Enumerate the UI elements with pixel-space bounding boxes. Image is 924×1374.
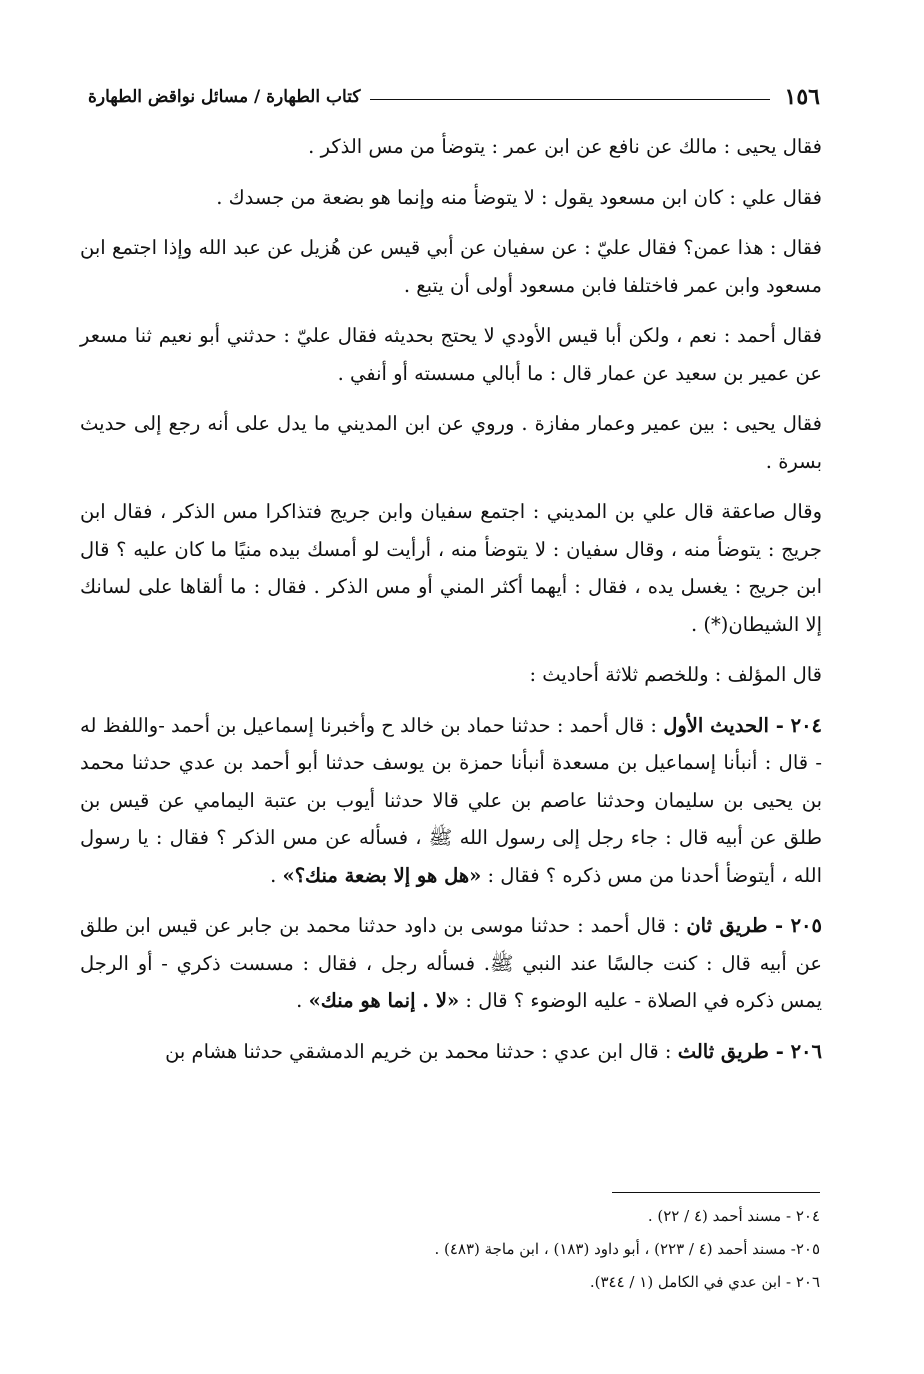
running-title: كتاب الطهارة / مسائل نواقض الطهارة <box>88 87 361 107</box>
paragraph: وقال صاعقة قال علي بن المديني : اجتمع سفيان وابن جريج فتذاكرا مس الذكر ، فقال ابن جريج : يتوضأ منه ، وقال سفيان : لا يتوضأ منه ، أرأيت لو أمسك بيده منيًا ما كان عليه ؟ قال ابن جريج : يغسل يده ، فقال : أيهما أكثر المني أو مس الذكر . فقال : ما ألقاها على لسانك إلا الشيطان(*) . <box>80 500 822 636</box>
hadith-heading: ٢٠٦ - طريق ثالث <box>677 1039 822 1063</box>
hadith-205 <box>80 907 822 1020</box>
hadith-text: : قال ابن عدي : حدثنا محمد بن خريم الدمشقي حدثنا هشام بن <box>165 1039 672 1063</box>
hadith-quote: «هل هو إلا بضعة منك؟» <box>282 863 482 887</box>
hadith-tail: . <box>296 989 303 1012</box>
hadith-text: : قال أحمد : حدثنا حماد بن خالد ح وأخبرنا إسماعيل بن أحمد -واللفظ له - قال : أنبأنا إسماعيل بن مسعدة أنبأنا حمزة بن يوسف حدثنا أبو أحمد بن عدي حدثنا محمد بن يحيى بن سليمان وحدثنا عاصم بن علي قالا حدثنا أيوب بن عتبة اليمامي عن قيس بن طلق عن أبيه قال : جاء رجل إلى رسول الله ﷺ ، فسأله عن مس الذكر ؟ فقال : يا رسول الله ، أيتوضأ أحدنا من مس ذكره ؟ فقال : <box>80 713 822 887</box>
paragraph: فقال : هذا عمن؟ فقال عليّ : عن سفيان عن أبي قيس عن هُزيل عن عبد الله وإذا اجتمع ابن مسعود وابن عمر فاختلفا فابن مسعود أولى أن يتبع . <box>80 236 822 297</box>
footnote: ٢٠٥- مسند أحمد (٤ / ٢٢٣) ، أبو داود (١٨٣) ، ابن ماجة (٤٨٣) . <box>434 1240 820 1258</box>
paragraph: فقال يحيى : مالك عن نافع عن ابن عمر : يتوضأ من مس الذكر . <box>308 135 822 158</box>
paragraph: فقال أحمد : نعم ، ولكن أبا قيس الأودي لا يحتج بحديثه فقال عليّ : حدثني أبو نعيم ثنا مسعر عن عمير بن سعيد عن عمار قال : ما أبالي مسسته أو أنفي . <box>80 324 822 385</box>
paragraph: فقال يحيى : بين عمير وعمار مفازة . وروي عن ابن المديني ما يدل على أنه رجع إلى حديث بسرة . <box>80 412 822 473</box>
footnote-rule <box>612 1192 820 1193</box>
header-rule <box>370 99 770 100</box>
page-header <box>88 82 820 112</box>
hadith-heading: ٢٠٤ - الحديث الأول <box>663 713 823 737</box>
hadith-heading: ٢٠٥ - طريق ثان <box>686 914 822 937</box>
hadith-204 <box>80 707 822 895</box>
body-text <box>80 128 822 1083</box>
hadith-206 <box>80 1033 822 1071</box>
author-statement: قال المؤلف : وللخصم ثلاثة أحاديث : <box>529 663 822 686</box>
hadith-text: : قال أحمد : حدثنا موسى بن داود حدثنا محمد بن جابر عن قيس ابن طلق عن أبيه قال : كنت جالسًا عند النبي ﷺ. فسأله رجل ، فقال : مسست ذكري - أو الرجل يمس ذكره في الصلاة - عليه الوضوء ؟ قال : <box>80 914 822 1012</box>
paragraph: فقال علي : كان ابن مسعود يقول : لا يتوضأ منه وإنما هو بضعة من جسدك . <box>216 185 822 209</box>
page-number: ١٥٦ <box>784 84 820 110</box>
footnote: ٢٠٤ - مسند أحمد (٤ / ٢٢) . <box>647 1207 820 1225</box>
footnotes <box>300 1200 820 1299</box>
footnote: ٢٠٦ - ابن عدي في الكامل (١ / ٣٤٤). <box>589 1273 820 1291</box>
hadith-tail: . <box>270 863 277 887</box>
hadith-quote: «لا . إنما هو منك» <box>308 989 460 1012</box>
